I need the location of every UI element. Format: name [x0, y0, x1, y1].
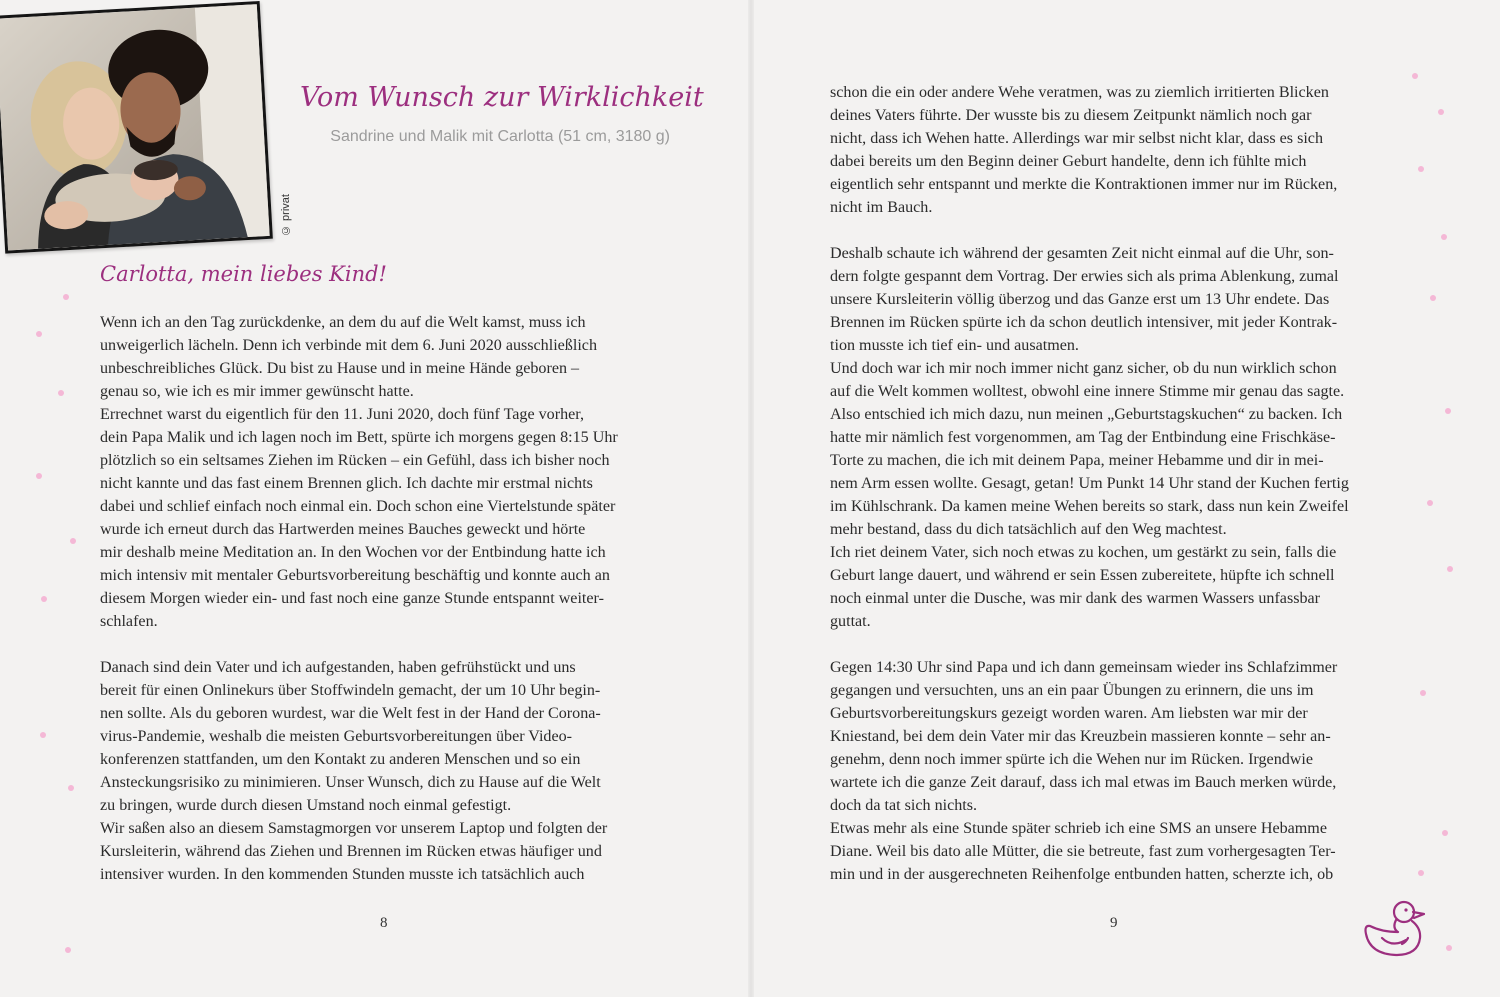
text-line: wurde ich erneut durch das Hartwerden meines Bauches geweckt und hörte — [100, 521, 586, 538]
paragraph-gap — [100, 633, 672, 656]
decor-dot — [36, 473, 42, 479]
decor-dot — [1420, 690, 1426, 696]
text-line: dabei bereits um den Beginn deiner Geburt handelte, denn ich fühlte mich — [830, 153, 1307, 170]
text-line: Geburt lange dauert, und während er sein Essen zubereitete, hüpfte ich schnell — [830, 567, 1335, 584]
text-line: Ich riet deinem Vater, sich noch etwas zu kochen, um gestärkt zu sein, falls die — [830, 544, 1337, 561]
text-line: unsere Kursleiterin völlig überzog und das Ganze erst um 13 Uhr endete. Das — [830, 291, 1330, 308]
text-line: plötzlich so ein seltsames Ziehen im Rücken – ein Gefühl, dass ich bisher noch — [100, 452, 610, 469]
text-line: diesem Morgen wieder ein- und fast noch eine ganze Stunde entspannt weiter- — [100, 590, 604, 607]
text-line: dern folgte gespannt dem Vortrag. Der erwies sich als prima Ablenkung, zumal — [830, 268, 1339, 285]
text-line: tion musste ich tief ein- und ausatmen. — [830, 337, 1079, 354]
decor-dot — [1430, 295, 1436, 301]
text-line: nem Arm essen wollte. Gesagt, getan! Um Punkt 14 Uhr stand der Kuchen fertig — [830, 475, 1349, 492]
decor-dot — [40, 732, 46, 738]
decor-dot — [70, 538, 76, 544]
decor-dot — [63, 294, 69, 300]
decor-dot — [41, 596, 47, 602]
rubber-duck-icon — [1362, 898, 1428, 958]
story-subtitle: Sandrine und Malik mit Carlotta (51 cm, 3180 g) — [330, 128, 670, 145]
text-line: Gegen 14:30 Uhr sind Papa und ich dann gemeinsam wieder ins Schlafzimmer — [830, 659, 1338, 676]
text-line: genau so, wie ich es mir immer gewünscht hatte. — [100, 383, 414, 400]
text-line: nicht im Bauch. — [830, 199, 933, 216]
text-line: min und in der ausgerechneten Reihenfolge entbunden hatten, scherzte ich, ob — [830, 866, 1334, 883]
text-line: Danach sind dein Vater und ich aufgestanden, haben gefrühstückt und uns — [100, 659, 576, 676]
decor-dot — [1418, 870, 1424, 876]
text-line: im Kühlschrank. Da kamen meine Wehen bereits so stark, dass nun kein Zweifel — [830, 498, 1349, 515]
text-line: virus-Pandemie, weshalb die meisten Geburtsvorbereitungen über Video- — [100, 728, 573, 745]
decor-dot — [1427, 500, 1433, 506]
text-line: noch einmal unter die Dusche, was mir dank des warmen Wassers unfassbar — [830, 590, 1321, 607]
decor-dot — [1445, 408, 1451, 414]
decor-dot — [58, 390, 64, 396]
text-line: nen sollte. Als du geboren wurdest, war die Welt fest in der Hand der Corona- — [100, 705, 601, 722]
text-line: mich intensiv mit mentaler Geburtsvorbereitung beschäftig und konnte auch an — [100, 567, 610, 584]
decor-dot — [1412, 73, 1418, 79]
decor-dot — [1441, 234, 1447, 240]
text-line: Torte zu machen, die ich mit deinem Papa, meiner Hebamme und dir in mei- — [830, 452, 1324, 469]
text-line: genehm, denn noch immer spürte ich die Wehen nur im Rücken. Irgendwie — [830, 751, 1314, 768]
text-line: bereit für einen Onlinekurs über Stoffwindeln gemacht, der um 10 Uhr begin- — [100, 682, 601, 699]
decor-dot — [1418, 166, 1424, 172]
text-line: schlafen. — [100, 613, 158, 630]
page-number-left: 8 — [380, 915, 388, 931]
decor-dot — [65, 947, 71, 953]
text-line: auf die Welt kommen wolltest, obwohl eine innere Stimme mir genau das sagte. — [830, 383, 1345, 400]
text-line: schon die ein oder andere Wehe veratmen, was zu ziemlich irritierten Blicken — [830, 84, 1329, 101]
text-line: Wenn ich an den Tag zurückdenke, an dem du auf die Welt kamst, muss ich — [100, 314, 586, 331]
text-line: unweigerlich lächeln. Denn ich verbinde mit dem 6. Juni 2020 ausschließlich — [100, 337, 597, 354]
letter-greeting: Carlotta, mein liebes Kind! — [100, 262, 387, 286]
text-line: Wir saßen also an diesem Samstagmorgen vor unserem Laptop und folgten der — [100, 820, 608, 837]
text-line: Und doch war ich mir noch immer nicht ganz sicher, ob du nun wirklich schon — [830, 360, 1337, 377]
text-line: doch da tat sich nichts. — [830, 797, 978, 814]
decor-dot — [1447, 566, 1453, 572]
text-line: Also entschied ich mich dazu, nun meinen „Geburtstagskuchen“ zu backen. Ich — [830, 406, 1343, 423]
text-line: mehr bestand, dass du dich tatsächlich auf den Weg machtest. — [830, 521, 1227, 538]
text-line: dabei und schlief einfach noch einmal ein. Doch schon eine Viertelstunde später — [100, 498, 616, 515]
right-page-text — [830, 81, 1402, 886]
text-line: Diane. Weil bis dato alle Mütter, die sie betreute, fast zum vorhergesagten Ter- — [830, 843, 1336, 860]
paragraph-gap — [830, 219, 1402, 242]
text-line: intensiver wurden. In den kommenden Stunden musste ich tatsächlich auch — [100, 866, 585, 883]
family-photo — [0, 1, 273, 254]
decor-dot — [68, 785, 74, 791]
text-line: gegangen und versuchten, uns an ein paar Übungen zu erinnern, die uns im — [830, 682, 1314, 699]
page-number-right: 9 — [1110, 915, 1118, 931]
paragraph-gap — [830, 633, 1402, 656]
text-line: Etwas mehr als eine Stunde später schrieb ich eine SMS an unsere Hebamme — [830, 820, 1327, 837]
photo-credit: © privat — [280, 194, 292, 236]
text-line: deines Vaters führte. Der wusste bis zu diesem Zeitpunkt nämlich noch gar — [830, 107, 1312, 124]
text-line: dein Papa Malik und ich lagen noch im Bett, spürte ich morgens gegen 8:15 Uhr — [100, 429, 618, 446]
text-line: guttat. — [830, 613, 871, 630]
book-gutter — [748, 0, 754, 997]
left-page-text — [100, 311, 672, 886]
text-line: nicht kannte und das fast einem Brennen glich. Ich dachte mir erstmal nichts — [100, 475, 593, 492]
text-line: unbeschreibliches Glück. Du bist zu Hause und in meine Hände geboren – — [100, 360, 580, 377]
text-line: Geburtsvorbereitungskurs gezeigt worden waren. Am liebsten war mir der — [830, 705, 1308, 722]
text-line: hatte mir nämlich fest vorgenommen, am Tag der Entbindung eine Frischkäse- — [830, 429, 1336, 446]
decor-dot — [1442, 830, 1448, 836]
story-title: Vom Wunsch zur Wirklichkeit — [300, 82, 704, 113]
text-line: Deshalb schaute ich während der gesamten Zeit nicht einmal auf die Uhr, son- — [830, 245, 1334, 262]
text-line: Ansteckungsrisiko zu minimieren. Unser Wunsch, dich zu Hause auf die Welt — [100, 774, 601, 791]
decor-dot — [1438, 109, 1444, 115]
text-line: wartete ich die ganze Zeit darauf, dass ich mal etwas im Bauch merken würde, — [830, 774, 1337, 791]
text-line: Errechnet warst du eigentlich für den 11. Juni 2020, doch fünf Tage vorher, — [100, 406, 585, 423]
text-line: mir deshalb meine Meditation an. In den Wochen vor der Entbindung hatte ich — [100, 544, 606, 561]
decor-dot — [36, 331, 42, 337]
text-line: Kniestand, bei dem dein Vater mir das Kreuzbein massieren konnte – sehr an- — [830, 728, 1331, 745]
decor-dot — [1446, 945, 1452, 951]
family-photo-image — [0, 4, 270, 250]
text-line: konferenzen stattfanden, um den Kontakt zu anderen Menschen und so ein — [100, 751, 581, 768]
text-line: eigentlich sehr entspannt und merkte die Kontraktionen immer nur im Rücken, — [830, 176, 1338, 193]
text-line: nicht, dass ich Wehen hatte. Allerdings war mir selbst nicht klar, dass es sich — [830, 130, 1323, 147]
text-line: Kursleiterin, während das Ziehen und Brennen im Rücken etwas häufiger und — [100, 843, 602, 860]
text-line: zu bringen, wurde durch diesen Umstand noch einmal gefestigt. — [100, 797, 512, 814]
text-line: Brennen im Rücken spürte ich da schon deutlich intensiver, mit jeder Kontrak- — [830, 314, 1338, 331]
